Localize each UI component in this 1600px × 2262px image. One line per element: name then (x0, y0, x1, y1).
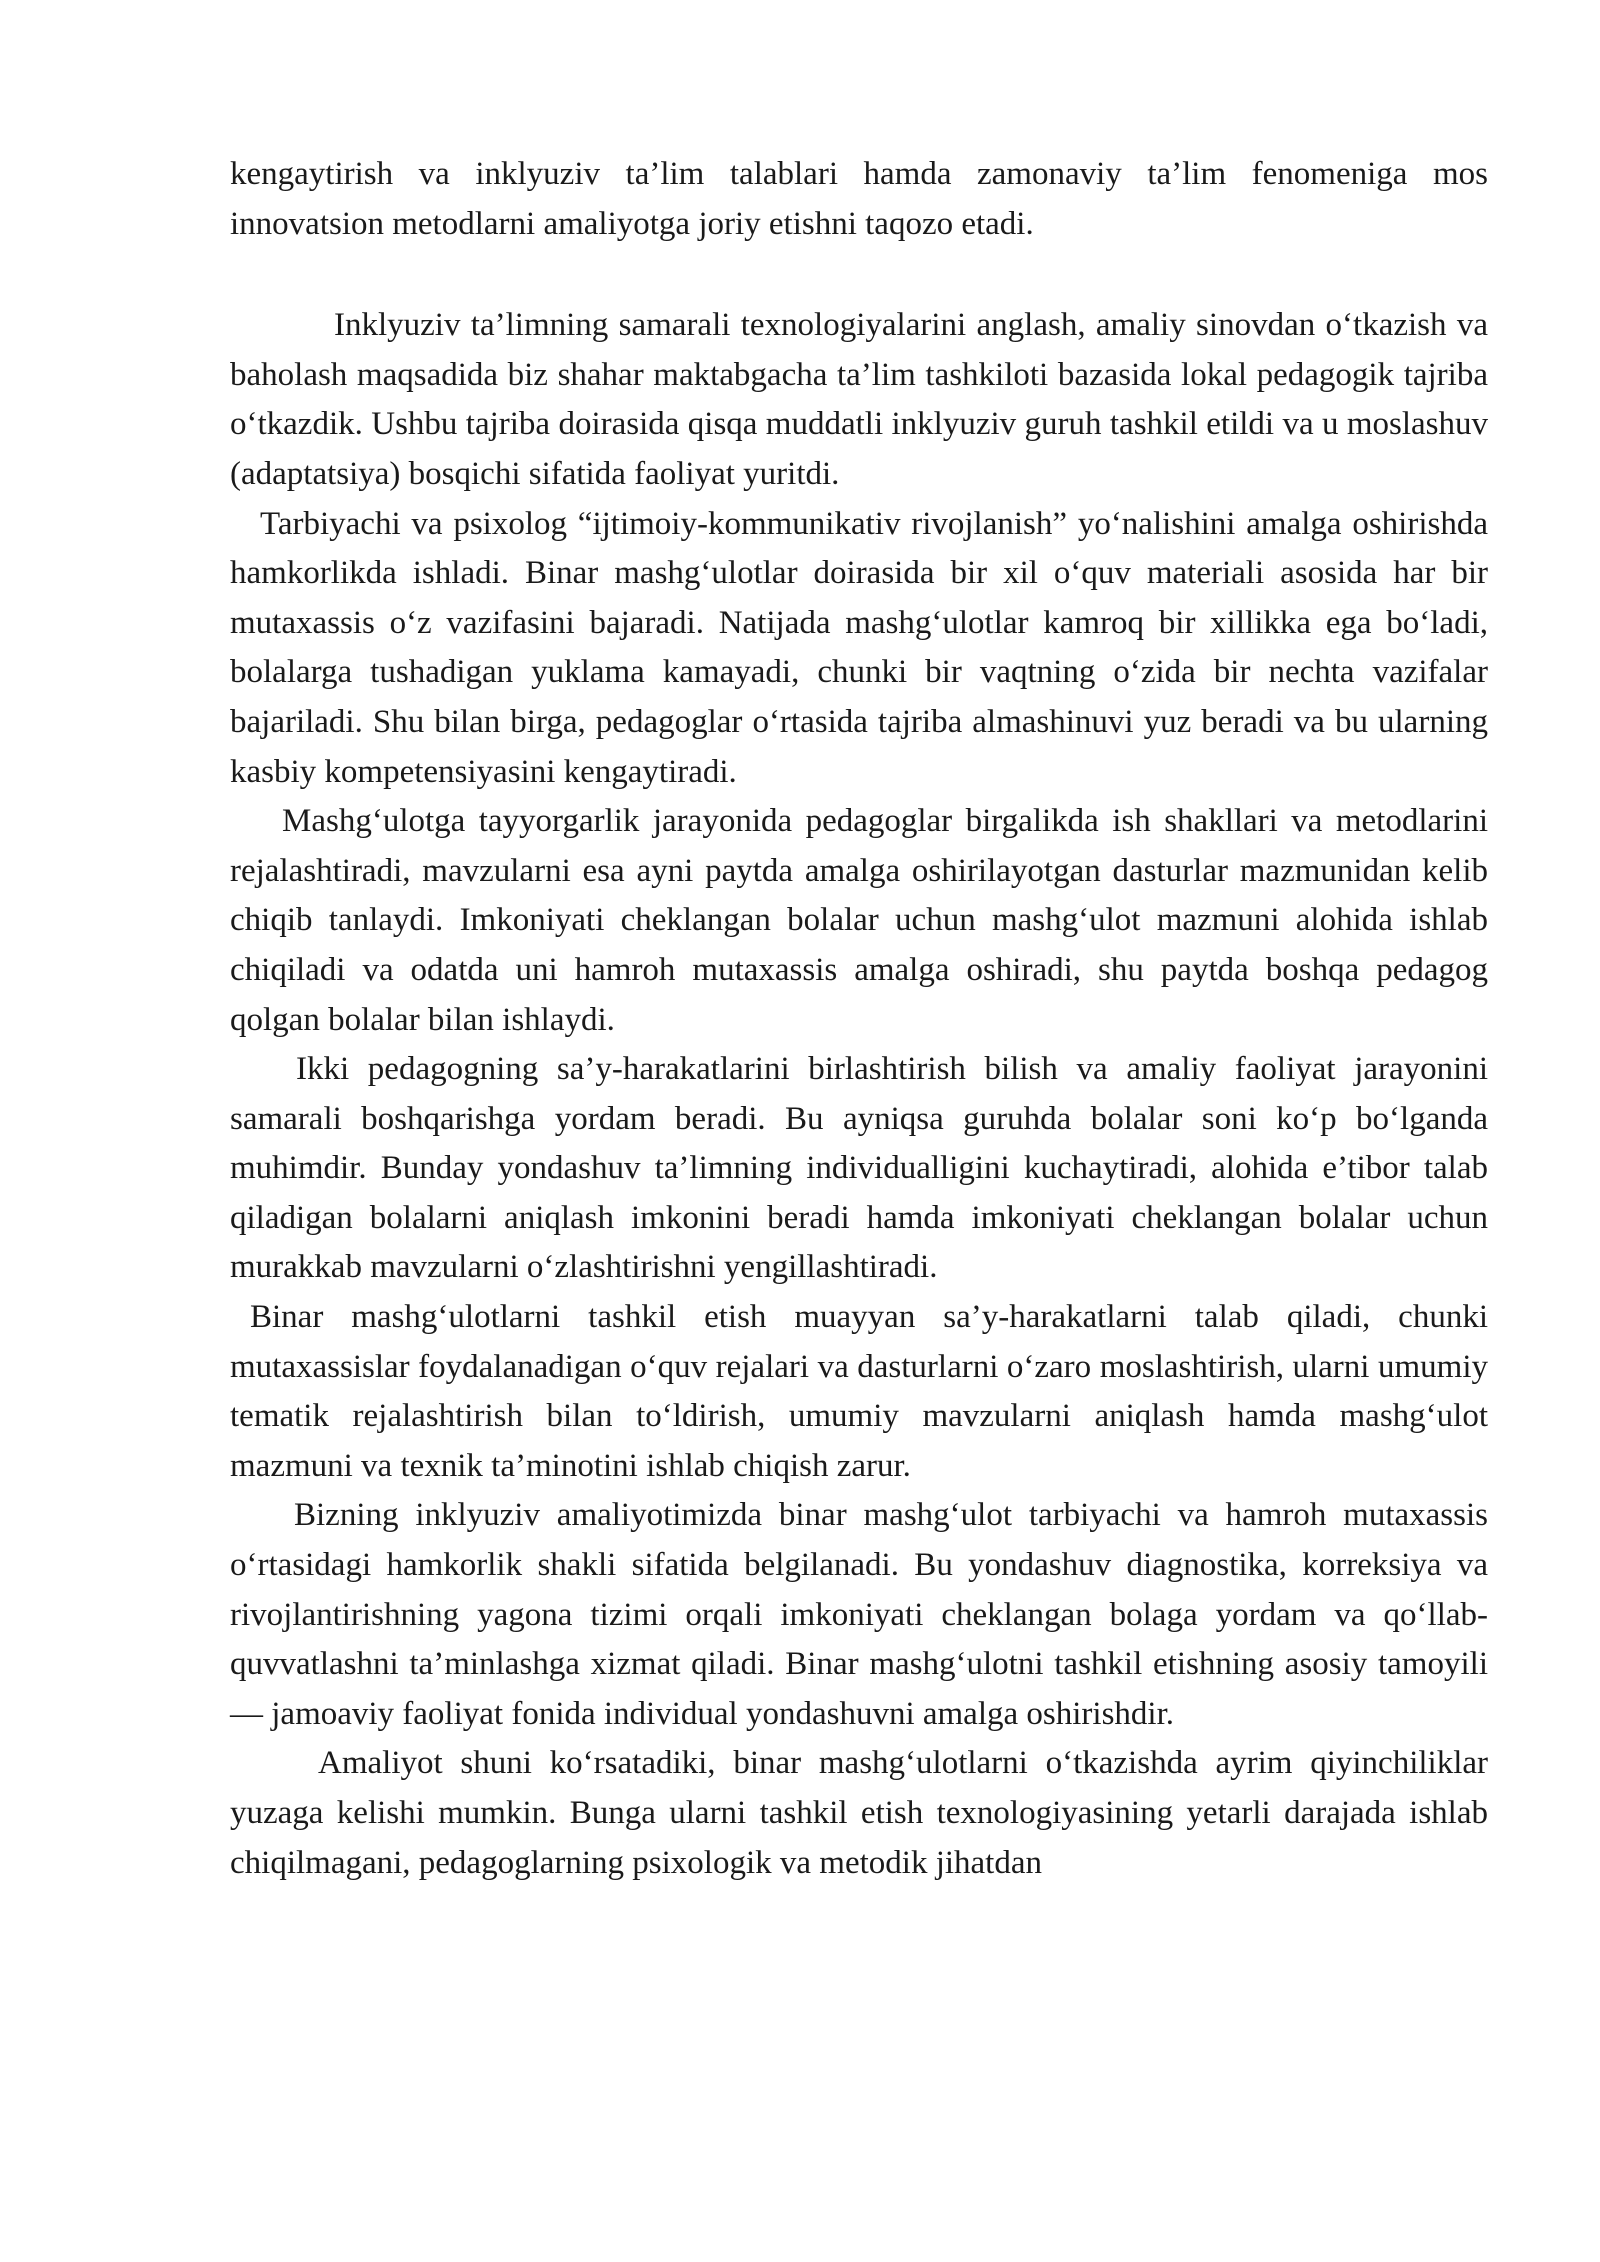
paragraph-organization: Binar mashg‘ulotlarni tashkil etish muayyan sa’y-harakatlarni talab qiladi, chunki mutaxassislar foydalanadigan o‘quv rejalari va dasturlarni o‘zaro moslashtirish, ularni umumiy tematik rejalashtirish bilan to‘ldirish, umumiy mavzularni aniqlash hamda mashg‘ulot mazmuni va texnik ta’minotini ishlab chiqish zarur. (230, 1299, 1488, 1484)
paragraph-difficulties: Amaliyot shuni ko‘rsatadiki, binar mashg‘ulotlarni o‘tkazishda ayrim qiyinchiliklar yuzaga kelishi mumkin. Bunga ularni tashkil etish texnologiyasining yetarli darajada ishlab chiqilmagani, pedagoglarning psixologik va metodik jihatdan (230, 1745, 1488, 1881)
paragraph-preparation: Mashg‘ulotga tayyorgarlik jarayonida pedagoglar birgalikda ish shakllari va metodlarini rejalashtiradi, mavzularni esa ayni paytda amalga oshirilayotgan dasturlar mazmunidan kelib chiqib tanlaydi. Imkoniyati cheklangan bolalar uchun mashg‘ulot mazmuni alohida ishlab chiqiladi va odatda uni hamroh mutaxassis amalga oshiradi, shu paytda boshqa pedagog qolgan bolalar bilan ishlaydi. (230, 803, 1488, 1038)
paragraph-practice: Bizning inklyuziv amaliyotimizda binar mashg‘ulot tarbiyachi va hamroh mutaxassis o‘rtasidagi hamkorlik shakli sifatida belgilanadi. Bu yondashuv diagnostika, korreksiya va rivojlantirishning yagona tizimi orqali imkoniyati cheklangan bolaga yordam va qo‘llab-quvvatlashni ta’minlashga xizmat qiladi. Binar mashg‘ulotni tashkil etishning asosiy tamoyili — jamoaviy faoliyat fonida individual yondashuvni amalga oshirishdir. (230, 1497, 1488, 1732)
paragraph-experiment: Inklyuziv ta’limning samarali texnologiyalarini anglash, amaliy sinovdan o‘tkazish va baholash maqsadida biz shahar maktabgacha ta’lim tashkiloti bazasida lokal pedagogik tajriba o‘tkazdik. Ushbu tajriba doirasida qisqa muddatli inklyuziv guruh tashkil etildi va u moslashuv (adaptatsiya) bosqichi sifatida faoliyat yuritdi. (230, 307, 1488, 492)
body-text (230, 150, 1488, 1888)
paragraph-joint-efforts: Ikki pedagogning sa’y-harakatlarini birlashtirish bilish va amaliy faoliyat jarayonini samarali boshqarishga yordam beradi. Bu ayniqsa guruhda bolalar soni ko‘p bo‘lganda muhimdir. Bunday yondashuv ta’limning individualligini kuchaytiradi, alohida e’tibor talab qiladigan bolalarni aniqlash imkonini beradi hamda imkoniyati cheklangan bolalar uchun murakkab mavzularni o‘zlashtirishni yengillashtiradi. (230, 1051, 1488, 1286)
paragraph-gap (230, 249, 1488, 301)
paragraph-continuation: kengaytirish va inklyuziv ta’lim talablari hamda zamonaviy ta’lim fenomeniga mos innovatsion metodlarni amaliyotga joriy etishni taqozo etadi. (230, 156, 1488, 242)
paragraph-cooperation: Tarbiyachi va psixolog “ijtimoiy-kommunikativ rivojlanish” yo‘nalishini amalga oshirishda hamkorlikda ishladi. Binar mashg‘ulotlar doirasida bir xil o‘quv materiali asosida har bir mutaxassis o‘z vazifasini bajaradi. Natijada mashg‘ulotlar kamroq bir xillikka ega bo‘ladi, bolalarga tushadigan yuklama kamayadi, chunki bir vaqtning o‘zida bir nechta vazifalar bajariladi. Shu bilan birga, pedagoglar o‘rtasida tajriba almashinuvi yuz beradi va bu ularning kasbiy kompetensiyasini kengaytiradi. (230, 505, 1488, 790)
